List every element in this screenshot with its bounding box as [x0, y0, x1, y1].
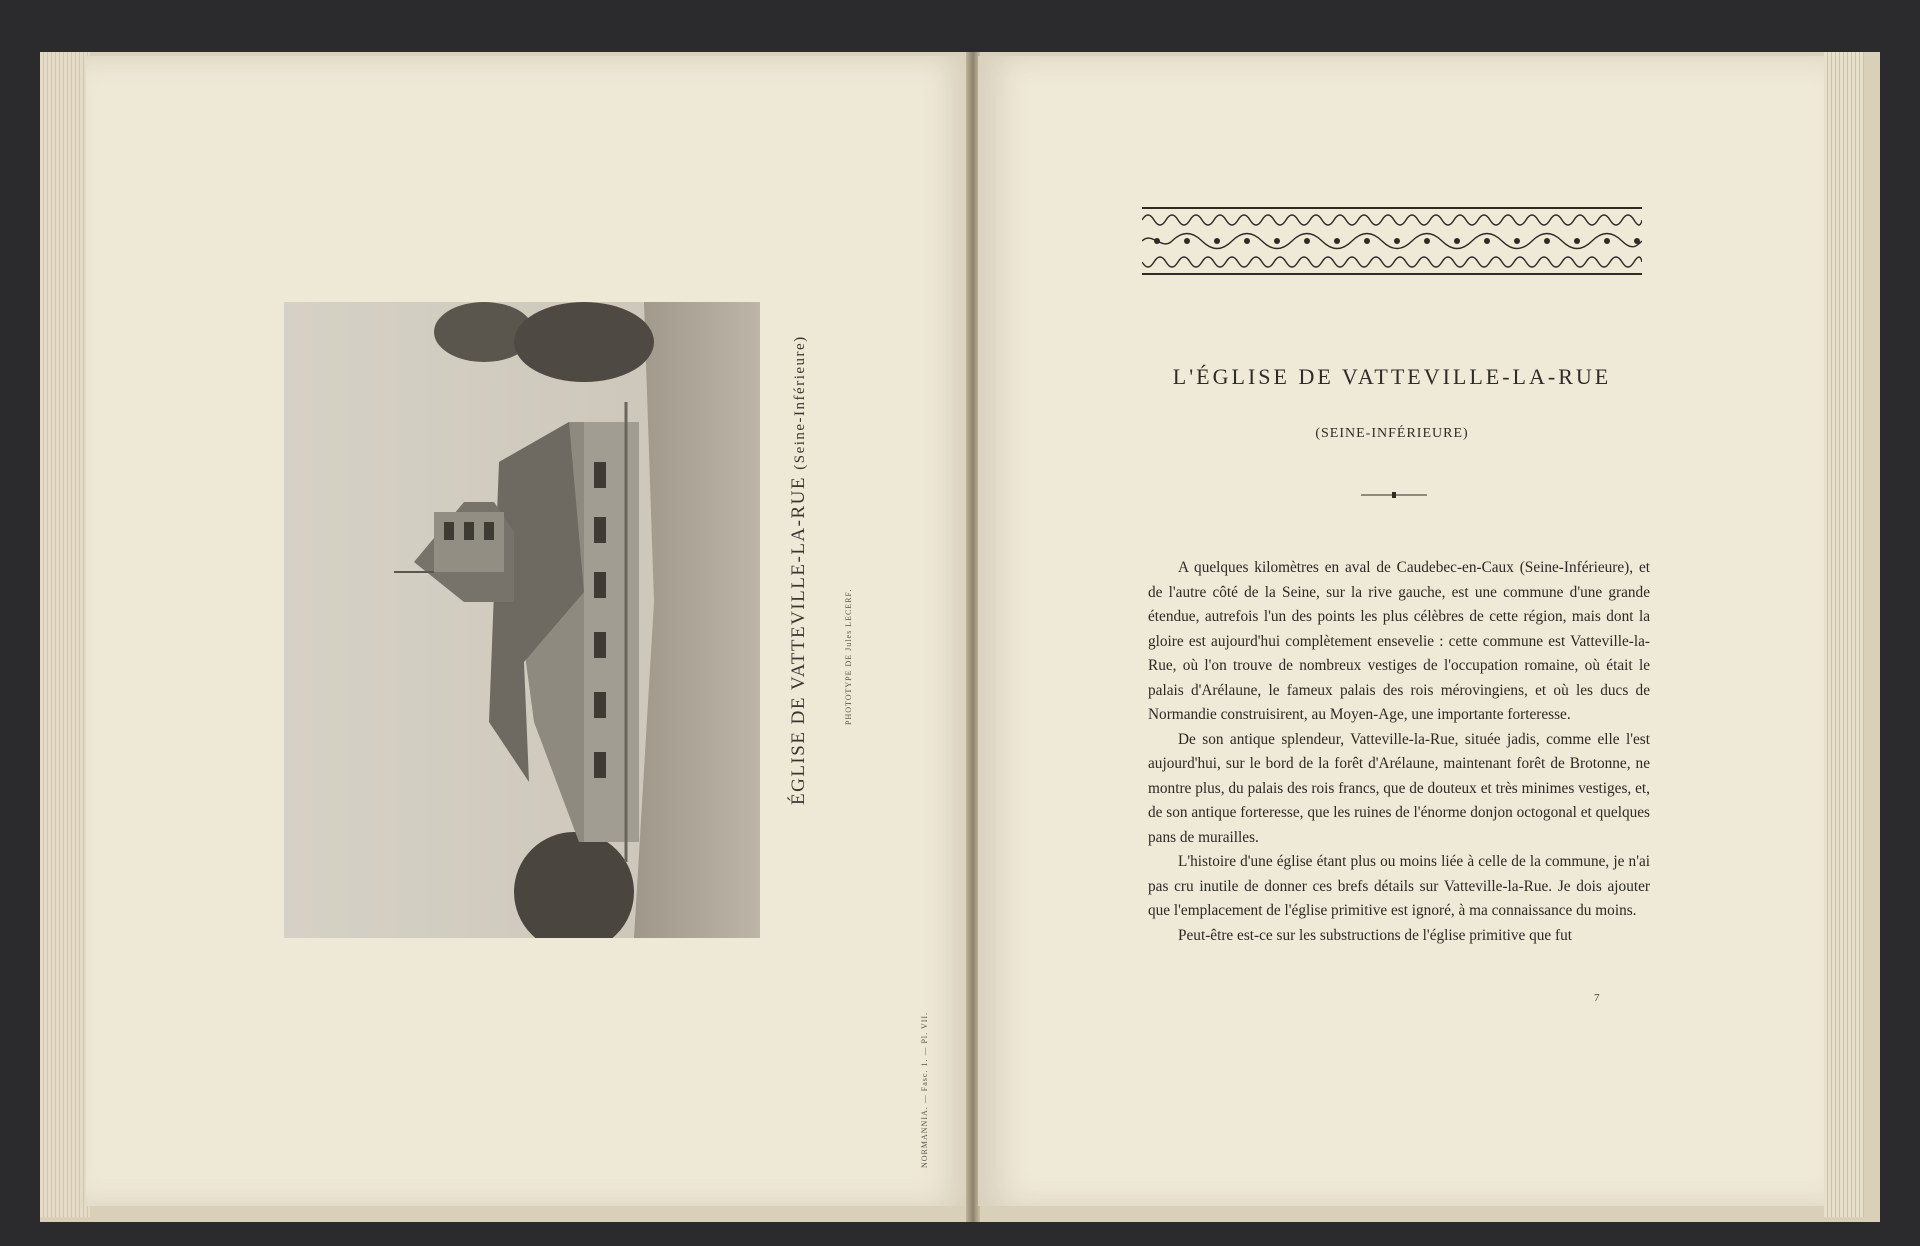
- left-page-edges: [40, 52, 90, 1217]
- plate-caption-main: ÉGLISE DE VATTEVILLE-LA-RUE: [788, 476, 809, 805]
- plate-caption-region: (Seine-Inférieure): [792, 335, 808, 470]
- paragraph: A quelques kilomètres en aval de Caudebec-en-Caux (Seine-Inférieure), et de l'autre côté de la Seine, sur la rive gauche, est une commune d'une grande étendue, autrefois l'un des points les plus célèbres de cette région, mais dont la gloire est aujourd'hui complètement ensevelie : cette commune est Vatteville-la-Rue, où l'on trouve de nombreux vestiges de l'occupation romaine, où était le palais d'Arélaune, le fameux palais des rois mérovingiens, et où les ducs de Normandie construisirent, au Moyen-Age, une importante forteresse.: [1148, 559, 1650, 723]
- plate-caption-title: [788, 335, 810, 805]
- paragraph: L'histoire d'une église étant plus ou moins liée à celle de la commune, je n'ai pas cru inutile de donner ces brefs détails sur Vatteville-la-Rue. Je dois ajouter que l'emplacement de l'église primitive est ignoré, à ma connaissance du moins.: [1148, 853, 1650, 919]
- right-page-edges: [1824, 52, 1864, 1217]
- plate-reference: NORMANNIA. — Fasc. 1. — Pl. VII.: [920, 1011, 929, 1168]
- section-divider: [1361, 492, 1427, 498]
- article-title: L'ÉGLISE DE VATTEVILLE-LA-RUE: [1172, 364, 1612, 389]
- church-photograph: [284, 302, 760, 938]
- paragraph: Peut-être est-ce sur les substructions de l'église primitive que fut: [1178, 926, 1572, 944]
- decorative-header-ornament: [1142, 206, 1642, 276]
- article-subtitle: (SEINE-INFÉRIEURE): [1315, 426, 1469, 441]
- article-body: [1148, 556, 1650, 948]
- paragraph: De son antique splendeur, Vatteville-la-Rue, située jadis, comme elle l'est aujourd'hui, sur le bord de la forêt d'Arélaune, maintenant forêt de Brotonne, ne montre plus, du palais des rois francs, que de douteux et très minimes vestiges, et, de son antique forteresse, que les ruines de l'énorme donjon octogonal et quelques pans de murailles.: [1148, 730, 1650, 846]
- plate-credit: PHOTOTYPE DE Jules LECERF.: [844, 588, 853, 725]
- page-number: 7: [1594, 992, 1600, 1004]
